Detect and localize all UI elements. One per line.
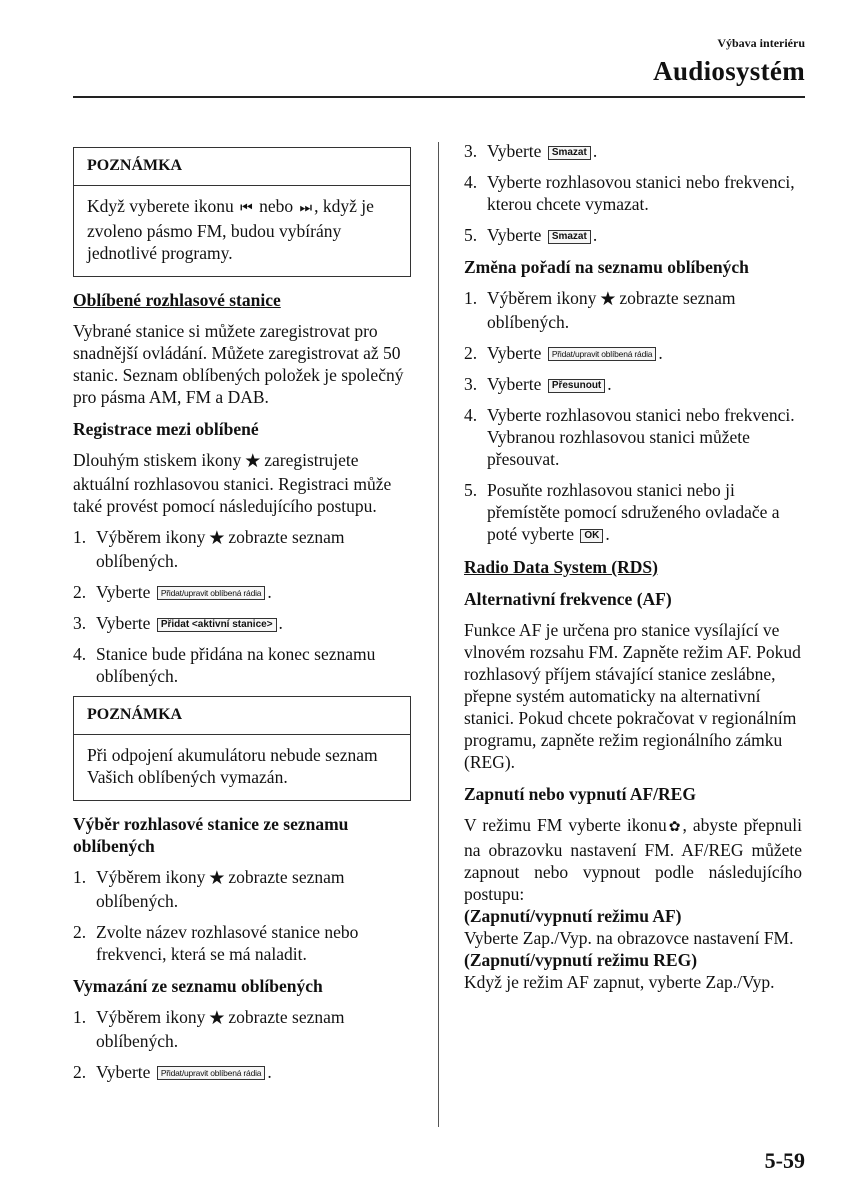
registration-text: Dlouhým stiskem ikony ★ zaregistrujete aktuální rozhlasovou stanici. Registraci může také provést pomocí následujícího postupu. xyxy=(73,450,392,516)
add-edit-favorites-button[interactable]: Přidat/upravit oblíbená rádia xyxy=(157,586,266,600)
page-number: 5-59 xyxy=(764,1148,805,1173)
star-icon: ★ xyxy=(208,868,226,889)
note-box xyxy=(73,147,411,277)
column-divider xyxy=(438,142,439,1127)
list-item: 4. Vyberte rozhlasovou stanici nebo frekvenci. Vybranou rozhlasovou stanici můžete přesouvat. xyxy=(464,405,795,469)
list-item: 1. Výběrem ikony ★ zobrazte seznam oblíbených. xyxy=(73,527,345,571)
list-item: 3. Vyberte Smazat . xyxy=(464,141,598,161)
favorites-text: Vybrané stanice si můžete zaregistrovat pro snadnější ovládání. Můžete zaregistrovat až 50 stanic. Seznam oblíbených položek je společný pro pásma AM, FM a DAB. xyxy=(73,321,404,407)
note-body: Při odpojení akumulátoru nebude seznam Vašich oblíbených vymazán. xyxy=(87,745,378,787)
delete-heading: Vymazání ze seznamu oblíbených xyxy=(73,976,323,996)
list-item: 3. Vyberte Přidat <aktivní stanice> . xyxy=(73,613,283,633)
list-item: 3. Vyberte Přesunout . xyxy=(464,374,612,394)
star-icon: ★ xyxy=(599,289,617,310)
rds-heading: Radio Data System (RDS) xyxy=(464,557,658,577)
list-item: 1. Výběrem ikony ★ zobrazte seznam oblíbených. xyxy=(73,867,345,911)
af-reg-text: V režimu FM vyberte ikonu ✿ , abyste přepnuli na obrazovku nastavení FM. AF/REG můžete zapnout nebo vypnout podle následujícího postupu: xyxy=(464,815,802,904)
list-item: 2. Zvolte název rozhlasové stanice nebo frekvenci, která se má naladit. xyxy=(73,922,359,964)
favorites-heading: Oblíbené rozhlasové stanice xyxy=(73,290,281,310)
reg-sub-text: Když je režim AF zapnut, vyberte Zap./Vyp. xyxy=(464,972,775,992)
note-title: POZNÁMKA xyxy=(74,697,410,735)
ok-button[interactable]: OK xyxy=(580,529,603,543)
delete-button[interactable]: Smazat xyxy=(548,146,591,160)
list-item: 2. Vyberte Přidat/upravit oblíbená rádia . xyxy=(73,1062,272,1082)
list-item: 1. Výběrem ikony ★ zobrazte seznam oblíbených. xyxy=(464,288,736,332)
af-subheading: (Zapnutí/vypnutí režimu AF) xyxy=(464,906,682,926)
select-station-steps xyxy=(73,866,411,965)
registration-heading: Registrace mezi oblíbené xyxy=(73,419,259,439)
af-heading: Alternativní frekvence (AF) xyxy=(464,589,672,609)
skip-back-icon: ⏮ xyxy=(240,201,253,216)
list-item: 5. Posuňte rozhlasovou stanici nebo ji přemístěte pomocí sdruženého ovladače a poté vyberte OK . xyxy=(464,480,780,544)
add-active-station-button[interactable]: Přidat <aktivní stanice> xyxy=(157,618,277,632)
move-button[interactable]: Přesunout xyxy=(548,379,605,393)
reorder-steps xyxy=(464,287,802,545)
list-item: 5. Vyberte Smazat . xyxy=(464,225,598,245)
reorder-heading: Změna pořadí na seznamu oblíbených xyxy=(464,257,749,277)
delete-steps-continued xyxy=(464,140,802,246)
select-station-heading: Výběr rozhlasové stanice ze seznamu oblíbených xyxy=(73,814,349,856)
add-edit-favorites-button[interactable]: Přidat/upravit oblíbená rádia xyxy=(548,347,657,361)
list-item: 4. Stanice bude přidána na konec seznamu oblíbených. xyxy=(73,644,376,686)
note-box xyxy=(73,696,411,801)
left-column xyxy=(73,140,411,1092)
note-title: POZNÁMKA xyxy=(74,148,410,186)
reg-subheading: (Zapnutí/vypnutí režimu REG) xyxy=(464,950,698,970)
header-rule xyxy=(73,96,805,98)
right-column xyxy=(464,140,802,993)
list-item: 2. Vyberte Přidat/upravit oblíbená rádia . xyxy=(464,343,663,363)
star-icon: ★ xyxy=(208,528,226,549)
delete-steps xyxy=(73,1006,411,1083)
star-icon: ★ xyxy=(244,451,262,472)
add-edit-favorites-button[interactable]: Přidat/upravit oblíbená rádia xyxy=(157,1066,266,1080)
list-item: 1. Výběrem ikony ★ zobrazte seznam oblíbených. xyxy=(73,1007,345,1051)
gear-icon: ✿ xyxy=(668,820,681,835)
af-reg-heading: Zapnutí nebo vypnutí AF/REG xyxy=(464,784,696,804)
list-item: 4. Vyberte rozhlasovou stanici nebo frekvenci, kterou chcete vymazat. xyxy=(464,172,795,214)
registration-steps xyxy=(73,526,411,687)
section-label: Výbava interiéru xyxy=(717,36,805,50)
list-item: 2. Vyberte Přidat/upravit oblíbená rádia . xyxy=(73,582,272,602)
page-title: Audiosystém xyxy=(653,56,805,86)
skip-forward-icon: ⏭ xyxy=(299,201,313,216)
note-body: Když vyberete ikonu ⏮ nebo ⏭ , když je zvoleno pásmo FM, budou vybírány jednotlivé programy. xyxy=(87,196,374,263)
af-text: Funkce AF je určena pro stanice vysílající ve vlnovém rozsahu FM. Zapněte režim AF. Pokud rozhlasový příjem stávající stanice zeslábne, přepne systém automaticky na alternativní stanici. Pokud chcete pokračovat v regionálním programu, zapněte režim regionálního zámku (REG). xyxy=(464,620,801,772)
star-icon: ★ xyxy=(208,1008,226,1029)
af-sub-text: Vyberte Zap./Vyp. na obrazovce nastavení FM. xyxy=(464,928,794,948)
delete-button[interactable]: Smazat xyxy=(548,230,591,244)
